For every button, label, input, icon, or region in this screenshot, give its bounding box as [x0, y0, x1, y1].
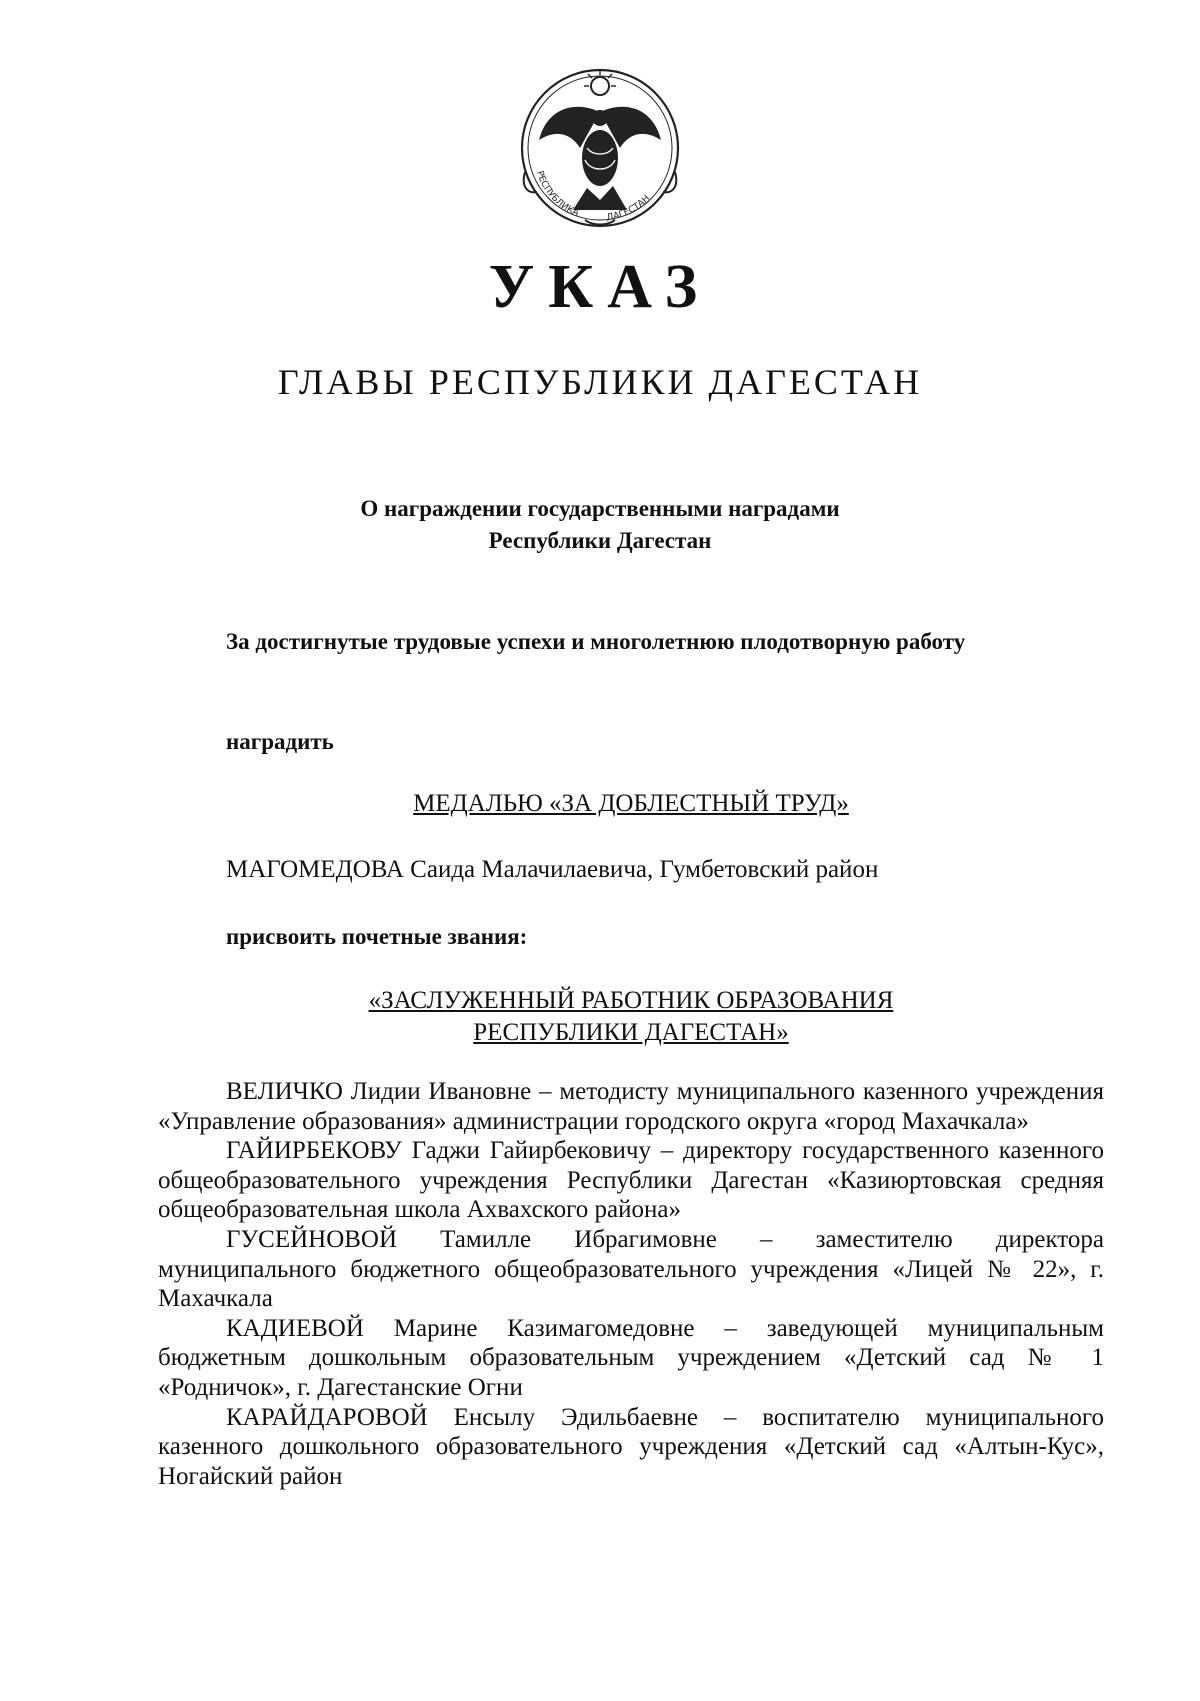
list-item: ГАЙИРБЕКОВУ Гаджи Гайирбековичу – директору государственного казенного общеобразовательного учреждения Республики Дагестан «Казиюртовская средняя общеобразовательная школа Ахвахского района»	[158, 1137, 1104, 1224]
emblem-text-right: ДАГЕСТАН	[605, 193, 653, 224]
subject-line-1: О награждении государственными наградами	[360, 496, 840, 521]
honorary-title-line-2: РЕСПУБЛИКИ ДАГЕСТАН»	[473, 1019, 789, 1046]
honorary-title	[158, 985, 1104, 1049]
subject-line-2: Республики Дагестан	[488, 528, 712, 553]
document-subtitle: ГЛАВЫ РЕСПУБЛИКИ ДАГЕСТАН	[277, 362, 923, 402]
list-item: ГУСЕЙНОВОЙ Тамилле Ибрагимовне – заместителю директора муниципального бюджетного общеобразовательного учреждения «Лицей № 22», г. Махачкала	[158, 1225, 1104, 1313]
list-item: КАДИЕВОЙ Марине Казимагомедовне – заведующей муниципальным бюджетным дошкольным образовательным учреждением «Детский сад № 1 «Родничок», г. Дагестанские Огни	[158, 1314, 1104, 1401]
honorary-title-line-1: «ЗАСЛУЖЕННЫЙ РАБОТНИК ОБРАЗОВАНИЯ	[368, 987, 894, 1014]
document-subject	[250, 493, 950, 557]
preamble: За достигнутые трудовые успехи и многолетнюю плодотворную работу	[226, 629, 966, 654]
award-medal: МЕДАЛЬЮ «ЗА ДОБЛЕСТНЫЙ ТРУД»	[413, 790, 849, 817]
document-title: УКАЗ	[488, 253, 712, 321]
dagestan-coat-of-arms-icon	[515, 60, 685, 235]
svg-text:РЕСПУБЛИКА	[534, 170, 581, 219]
honorary-verb: присвоить почетные звания:	[226, 924, 528, 949]
medal-recipient: МАГОМЕДОВА Саида Малачилаевича, Гумбетовский район	[226, 856, 879, 883]
list-item: ВЕЛИЧКО Лидии Ивановне – методисту муниципального казенного учреждения «Управление образования» администрации городского округа «город Махачкала»	[158, 1078, 1104, 1135]
decree-verb: наградить	[226, 729, 334, 754]
emblem-text-left: РЕСПУБЛИКА	[534, 169, 581, 219]
recipients-list	[158, 1077, 1104, 1491]
list-item: КАРАЙДАРОВОЙ Енсылу Эдильбаевне – воспитателю муниципального казенного дошкольного образовательного учреждения «Детский сад «Алтын-Кус», Ногайский район	[158, 1403, 1104, 1490]
